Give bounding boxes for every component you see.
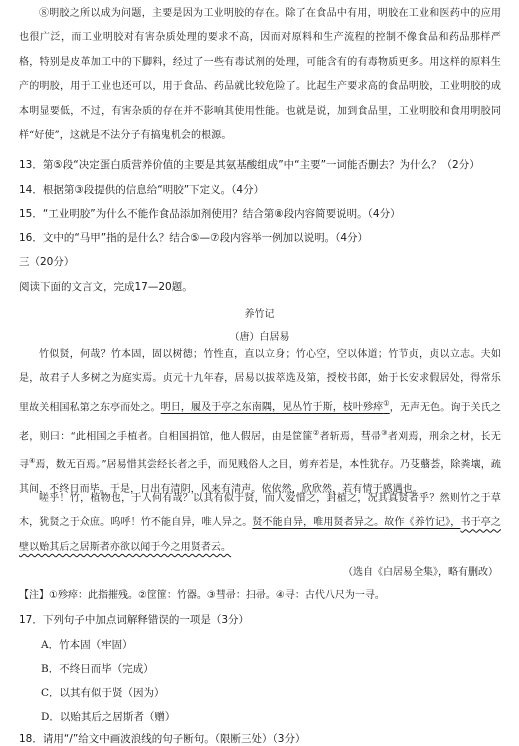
essay-text: 者斩焉，彗帚 — [319, 430, 382, 442]
underlined-text: 明日，履及于亭之东南隅，见丛竹于斯，枝叶殄瘁 — [160, 402, 384, 414]
reading-instruction: 阅读下面的文言文，完成17—20题。 — [19, 281, 193, 293]
question-17-stem: 17．下列句子中加点词解释错误的一项是（3分） — [19, 614, 250, 626]
question-17-option-a: A．竹本固（牢固） — [41, 639, 133, 651]
essay-text: 焉，数无百焉。”居易惜其尝经长者之手，而见贱俗人之目，剪弃若是，本性犹存。乃芟蘙荟，除粪壤，疏其间，不终日而毕。于是，日出有清阴，风来有清声。依依然，欣欣然，若有情于感遇也。 — [19, 459, 501, 496]
section-heading: 三（20分） — [19, 256, 75, 268]
essay-author: （唐）白居易 — [229, 332, 290, 343]
essay-title: 养竹记 — [244, 309, 275, 320]
essay-text: 嗟乎！竹，植物也，于人何有哉？以其有似于贤，而人爱惜之，封植之，况其真贤者乎？然则竹之于草木，犹贤之于众庶。呜呼！竹不能自异，唯人异之。 — [19, 493, 501, 529]
question-15: 15．“工业明胶”为什么不能作食品添加剂使用？结合第⑧段内容简要说明。（4分） — [19, 208, 401, 220]
question-17-option-b: B．不终日而毕（完成） — [41, 663, 154, 675]
underlined-text: 故作《养竹记》， — [384, 517, 461, 529]
passage-paragraph-8: ⑧明胶之所以成为问题，主要是因为工业明胶的存在。除了在食品中有用，明胶在工业和医药中的应用也很广泛，而工业明胶对有害杂质处理的要求不高，因而对原料和生产流程的控制不像食品和药品那样严格，特别是皮革加工中的下脚料，经过了一些有毒试剂的处理，可能含有的有毒物质更多。用这样的原料生产的明胶，用于工业也还可以，用于食品、药品就比较危险了。比起生产要求高的食品明胶，工业明胶的成本明显要低，不过，有害杂质的存在并不影响其使用性能。也就是说，加到食品里，工业明胶和食用明胶同样“好使”，这就是不法分子有搞鬼机会的根源。 — [19, 8, 501, 142]
essay-source: （选自《白居易全集》，略有删改） — [343, 567, 498, 578]
footnotes: 【注】①殄瘁：此指摧残。②筐篚：竹器。③彗帚：扫帚。④寻：古代八尺为一寻。 — [19, 590, 385, 601]
question-14: 14．根据第③段提供的信息给“明胶”下定义。（4分） — [19, 184, 265, 196]
footnote-mark: ① — [383, 399, 390, 408]
question-17-option-d: D．以贻其后之居斯者（赠） — [41, 711, 176, 723]
question-18: 18．请用“/”给文中画波浪线的句子断句。（限断三处）（3分） — [19, 733, 306, 745]
essay-text: 竹似贤，何哉？竹本固，固以树德；竹性直，直以立身；竹心空，空以体道；竹节贞，贞以立志。夫如是，故君子人多树之为庭实焉。贞元十九年春，居易以拔萃选及第，授校书郎，始于长安求假居处，得常乐里故关相国私第之东亭而处之。 — [19, 349, 501, 414]
footnote-mark: ④ — [29, 457, 36, 466]
essay-paragraph-2 — [19, 487, 501, 560]
underlined-sentence — [160, 399, 390, 414]
footnote-mark: ③ — [381, 428, 388, 437]
question-16: 16．文中的“马甲”指的是什么？结合⑤—⑦段内容举一例加以说明。（4分） — [19, 232, 368, 244]
essay-paragraph-1 — [19, 343, 501, 502]
question-17-option-c: C．以其有似于贤（因为） — [41, 687, 165, 699]
essay-text: 者刈焉，刑余之材，长无寻 — [19, 430, 501, 471]
question-13: 13．第⑤段“决定蛋白质营养价值的主要是其氨基酸组成”中“主要”一词能否删去？为什么？（2分） — [19, 159, 480, 171]
underlined-sentence: 贤不能自异，唯用贤者异之。 — [252, 517, 385, 529]
wavy-underlined-sentence: 书于亭之壁以贻其后之居斯者亦欲以闻于今之用贤者云。 — [19, 517, 501, 553]
footnote-mark: ② — [312, 428, 320, 437]
essay-text: ，无声无色。询于关氏之老，则曰：“此相国之手植者。自相国捐馆，他人假居，由是筐篚 — [19, 402, 501, 442]
